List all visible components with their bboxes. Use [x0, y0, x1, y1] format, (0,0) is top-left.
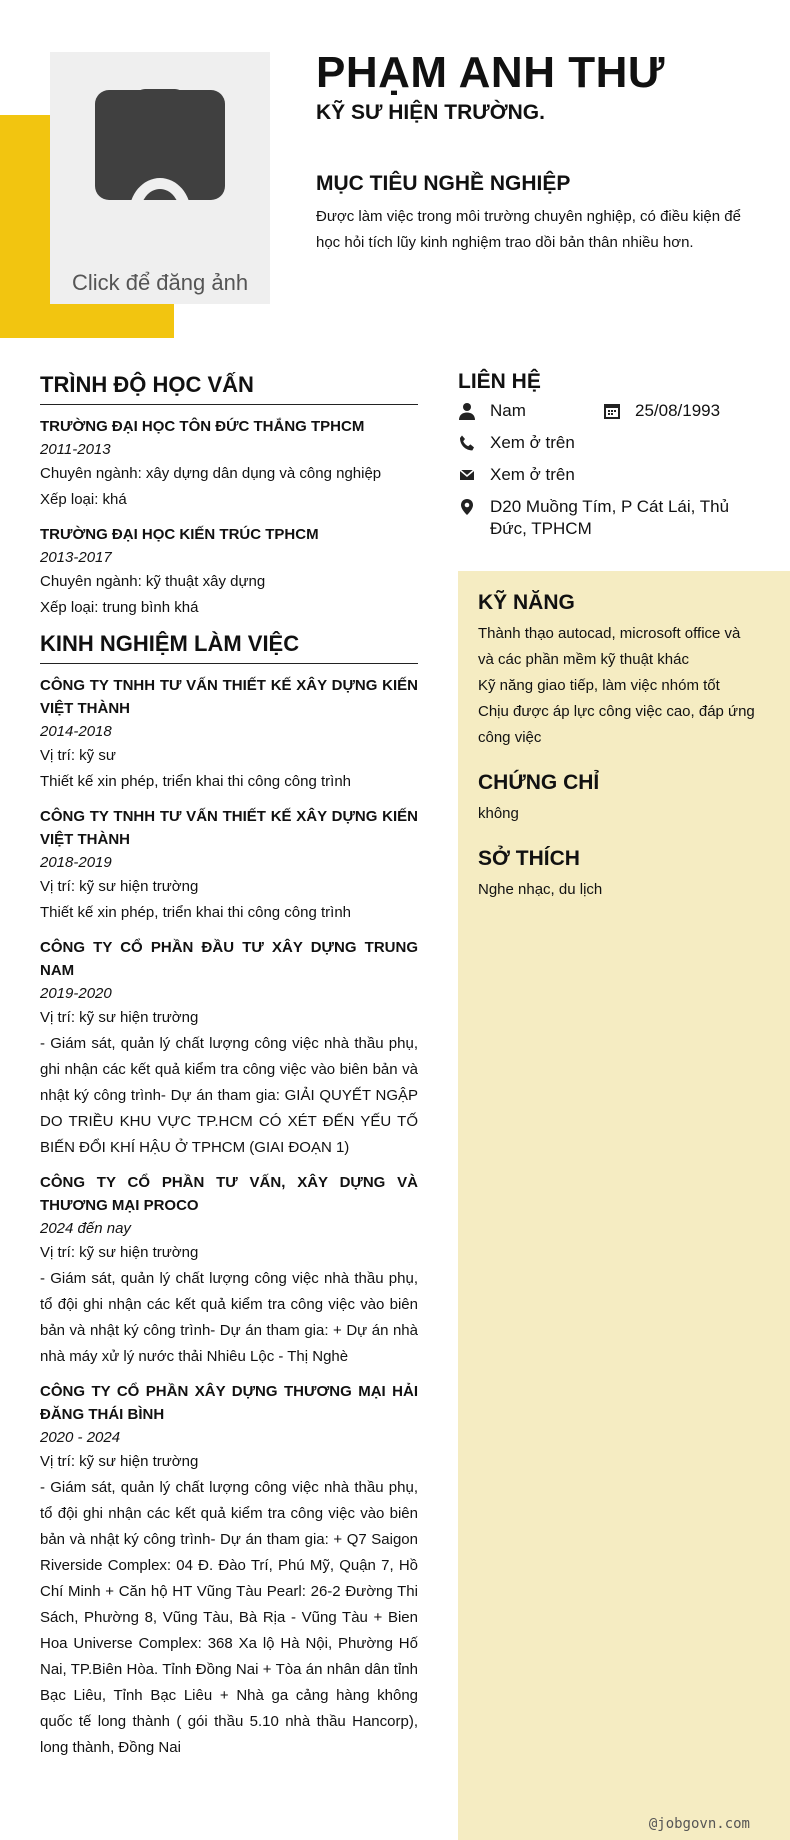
experience-position: Vị trí: kỹ sư	[40, 747, 116, 764]
education-rank: Xếp loại: trung bình khá	[40, 599, 199, 616]
experience-desc: - Giám sát, quản lý chất lượng công việc nhà thầu phụ, tổ đội ghi nhận các kết quả kiểm tra công việc vào biên bản và nhật ký công trình- Dự án tham gia: + Dự án nhà nhà máy xử lý nước thải Nhiêu Lộc - Thị Nghè	[40, 1270, 418, 1365]
experience-desc: - Giám sát, quản lý chất lượng công việc nhà thầu phụ, tổ đội ghi nhận các kết quả kiểm tra công việc vào biên bản và nhật ký công trình- Dự án tham gia: + Q7 Saigon Riverside Complex: 04 Đ. Đào Trí, Phú Mỹ, Quận 7, Hồ Chí Minh + Căn hộ HT Vũng Tàu Pearl: 26-2 Đường Thi Sách, Phường 8, Vũng Tàu, Bà Rịa - Vũng Tàu + Bien Hoa Universe Complex: 368 Xa lộ Hà Nội, Phường Hố Nai, TP.Biên Hòa. Tỉnh Đồng Nai + Tòa án nhân dân tỉnh Bạc Liêu, Tỉnh Bạc Liêu + Nhà ga cảng hàng không quốc tế long thành ( gói thầu 5.10 nhà thầu Hancorp), long thành, Đồng Nai	[40, 1479, 418, 1756]
phone-icon	[458, 434, 476, 452]
contact-title: LIÊN HỆ	[458, 370, 541, 393]
company-name: CÔNG TY CỔ PHẦN ĐẦU TƯ XÂY DỰNG TRUNG NAM	[40, 939, 418, 979]
phone-value[interactable]: Xem ở trên	[490, 433, 575, 452]
experience-desc: - Giám sát, quản lý chất lượng công việc nhà thầu phụ, ghi nhận các kết quả kiểm tra công việc vào biên bản và nhật ký công trình- Dự án tham gia: GIẢI QUYẾT NGẬP DO TRIỀU KHU VỰC TP.HCM CÓ XÉT ĐẾN YẾU TỐ BIẾN ĐỔI KHÍ HẬU Ở TPHCM (GIAI ĐOẠN 1)	[40, 1035, 418, 1156]
certificates-section	[478, 771, 758, 827]
contact-row-gender-birthday	[458, 400, 768, 422]
education-date: 2013-2017	[40, 549, 112, 566]
contact-row-email	[458, 464, 768, 486]
experience-position: Vị trí: kỹ sư hiện trường	[40, 1453, 199, 1470]
address-value: D20 Muồng Tím, P Cát Lái, Thủ Đức, TPHCM	[490, 497, 730, 538]
experience-item	[40, 1171, 418, 1370]
experience-position: Vị trí: kỹ sư hiện trường	[40, 1009, 199, 1026]
school-name: TRƯỜNG ĐẠI HỌC TÔN ĐỨC THẮNG TPHCM	[40, 418, 365, 435]
experience-item	[40, 1380, 418, 1761]
school-name: TRƯỜNG ĐẠI HỌC KIẾN TRÚC TPHCM	[40, 526, 319, 543]
education-section	[40, 372, 418, 621]
candidate-name: PHẠM ANH THƯ	[316, 48, 665, 97]
experience-item	[40, 936, 418, 1161]
education-major: Chuyên ngành: xây dựng dân dụng và công nghiệp	[40, 465, 382, 482]
experience-date: 2024 đến nay	[40, 1220, 131, 1237]
objective-title: MỤC TIÊU NGHỀ NGHIỆP	[316, 172, 571, 195]
objective-text: Được làm việc trong môi trường chuyên nghiệp, có điều kiện để học hỏi tích lũy kinh nghiệm trao dồi bản thân nhiều hơn.	[316, 208, 741, 251]
skill-line: Chịu được áp lực công việc cao, đáp ứng công việc	[478, 703, 755, 746]
company-name: CÔNG TY CỔ PHẦN XÂY DỰNG THƯƠNG MẠI HẢI ĐĂNG THÁI BÌNH	[40, 1383, 418, 1423]
education-item	[40, 523, 418, 621]
experience-date: 2020 - 2024	[40, 1429, 121, 1446]
experience-item	[40, 805, 418, 926]
hobbies-text: Nghe nhạc, du lịch	[478, 881, 603, 898]
experience-date: 2019-2020	[40, 985, 112, 1002]
company-name: CÔNG TY TNHH TƯ VẤN THIẾT KẾ XÂY DỰNG KIẾN VIỆT THÀNH	[40, 677, 418, 717]
gender-value: Nam	[490, 401, 526, 420]
experience-position: Vị trí: kỹ sư hiện trường	[40, 1244, 199, 1261]
camera-lens-icon	[129, 178, 191, 250]
experience-section	[40, 631, 418, 1761]
company-name: CÔNG TY CỔ PHẦN TƯ VẤN, XÂY DỰNG VÀ THƯƠNG MẠI PROCO	[40, 1174, 418, 1214]
calendar-icon	[603, 402, 621, 420]
experience-desc: Thiết kế xin phép, triển khai thi công công trình	[40, 773, 352, 790]
education-title: TRÌNH ĐỘ HỌC VẤN	[40, 372, 418, 405]
contact-section	[458, 370, 768, 550]
location-pin-icon	[458, 498, 476, 516]
birthday-field	[603, 400, 748, 422]
education-major: Chuyên ngành: kỹ thuật xây dựng	[40, 573, 266, 590]
experience-title: KINH NGHIỆM LÀM VIỆC	[40, 631, 418, 664]
skills-title: KỸ NĂNG	[478, 591, 575, 614]
gender-field	[458, 400, 603, 422]
hobbies-title: SỞ THÍCH	[478, 847, 580, 870]
company-name: CÔNG TY TNHH TƯ VẤN THIẾT KẾ XÂY DỰNG KIẾN VIỆT THÀNH	[40, 808, 418, 848]
experience-desc: Thiết kế xin phép, triển khai thi công công trình	[40, 904, 352, 921]
birthday-value: 25/08/1993	[635, 401, 721, 420]
right-panel-content	[478, 591, 758, 923]
right-panel	[458, 571, 790, 1840]
left-column	[40, 372, 418, 1771]
candidate-role: KỸ SƯ HIỆN TRƯỜNG.	[316, 101, 545, 124]
photo-upload[interactable]	[50, 52, 270, 304]
person-icon	[458, 402, 476, 420]
education-rank: Xếp loại: khá	[40, 491, 127, 508]
skill-line: Kỹ năng giao tiếp, làm việc nhóm tốt	[478, 677, 720, 694]
education-item	[40, 415, 418, 513]
hobbies-section	[478, 847, 758, 903]
experience-position: Vị trí: kỹ sư hiện trường	[40, 878, 199, 895]
photo-caption[interactable]: Click để đăng ảnh	[71, 270, 249, 295]
contact-row-phone	[458, 432, 768, 454]
watermark: @jobgovn.com	[648, 1816, 750, 1832]
skill-line: Thành thạo autocad, microsoft office và và các phần mềm kỹ thuật khác	[478, 625, 741, 668]
experience-date: 2014-2018	[40, 723, 112, 740]
email-icon	[458, 466, 476, 484]
email-value[interactable]: Xem ở trên	[490, 465, 575, 484]
education-date: 2011-2013	[40, 441, 111, 458]
experience-date: 2018-2019	[40, 854, 112, 871]
skills-section	[478, 591, 758, 751]
certificates-text: không	[478, 805, 519, 822]
certificates-title: CHỨNG CHỈ	[478, 771, 600, 794]
contact-row-address	[458, 496, 768, 540]
experience-item	[40, 674, 418, 795]
